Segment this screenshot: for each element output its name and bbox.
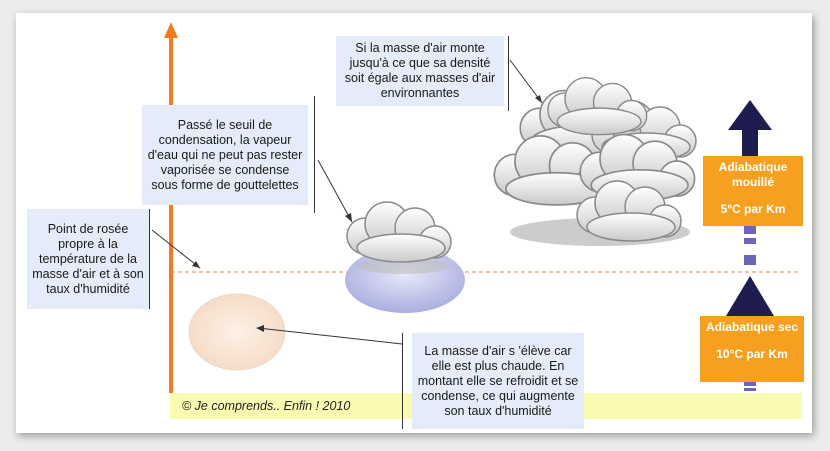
bracket-rising <box>402 333 403 429</box>
callout-density-text: Si la masse d'air monte jusqu'à ce que sa densité soit égale aux masses d'air environnantes <box>344 41 496 100</box>
bracket-dew-point <box>149 209 150 309</box>
wet-adiabatic-box <box>703 156 803 226</box>
pointer-dew <box>152 230 200 268</box>
dry-adiabatic-title: Adiabatique sec <box>705 320 799 334</box>
callout-density <box>336 36 504 106</box>
dry-adiabatic-box <box>700 316 804 382</box>
upper-dashes <box>744 226 756 265</box>
bottom-arrowhead <box>726 276 774 316</box>
pointer-condensation <box>318 160 352 222</box>
bracket-density <box>508 36 509 111</box>
callout-dew-point-text: Point de rosée propre à la température de la masse d'air et à son taux d'humidité <box>32 221 144 296</box>
callout-dew-point <box>27 209 149 309</box>
top-arrow-shaft <box>742 130 758 156</box>
bracket-condensation <box>314 96 315 213</box>
copyright-text: © Je comprends.. Enfin ! 2010 <box>182 399 351 413</box>
large-cloud-cluster <box>494 78 696 246</box>
callout-condensation <box>142 105 308 205</box>
warm-air-mass <box>189 294 285 370</box>
axis-arrowhead <box>164 22 178 38</box>
lower-dashes <box>744 382 756 391</box>
pointer-density <box>510 60 542 103</box>
callout-condensation-text: Passé le seuil de condensation, la vapeur d'eau qui ne peut pas rester vaporisée se condense sous forme de gouttelettes <box>147 117 303 192</box>
callout-rising <box>412 333 584 429</box>
small-cloud <box>347 202 451 274</box>
top-arrowhead <box>728 100 772 130</box>
wet-adiabatic-rate: 5°C par Km <box>720 202 786 216</box>
wet-adiabatic-title: Adiabatique mouillé <box>718 160 788 189</box>
dry-adiabatic-rate: 10°C par Km <box>716 347 788 361</box>
callout-rising-text: La masse d'air s 'élève car elle est plus chaude. En montant elle se refroidit et se condense, ce qui augmente son taux d'humidité <box>417 343 579 418</box>
